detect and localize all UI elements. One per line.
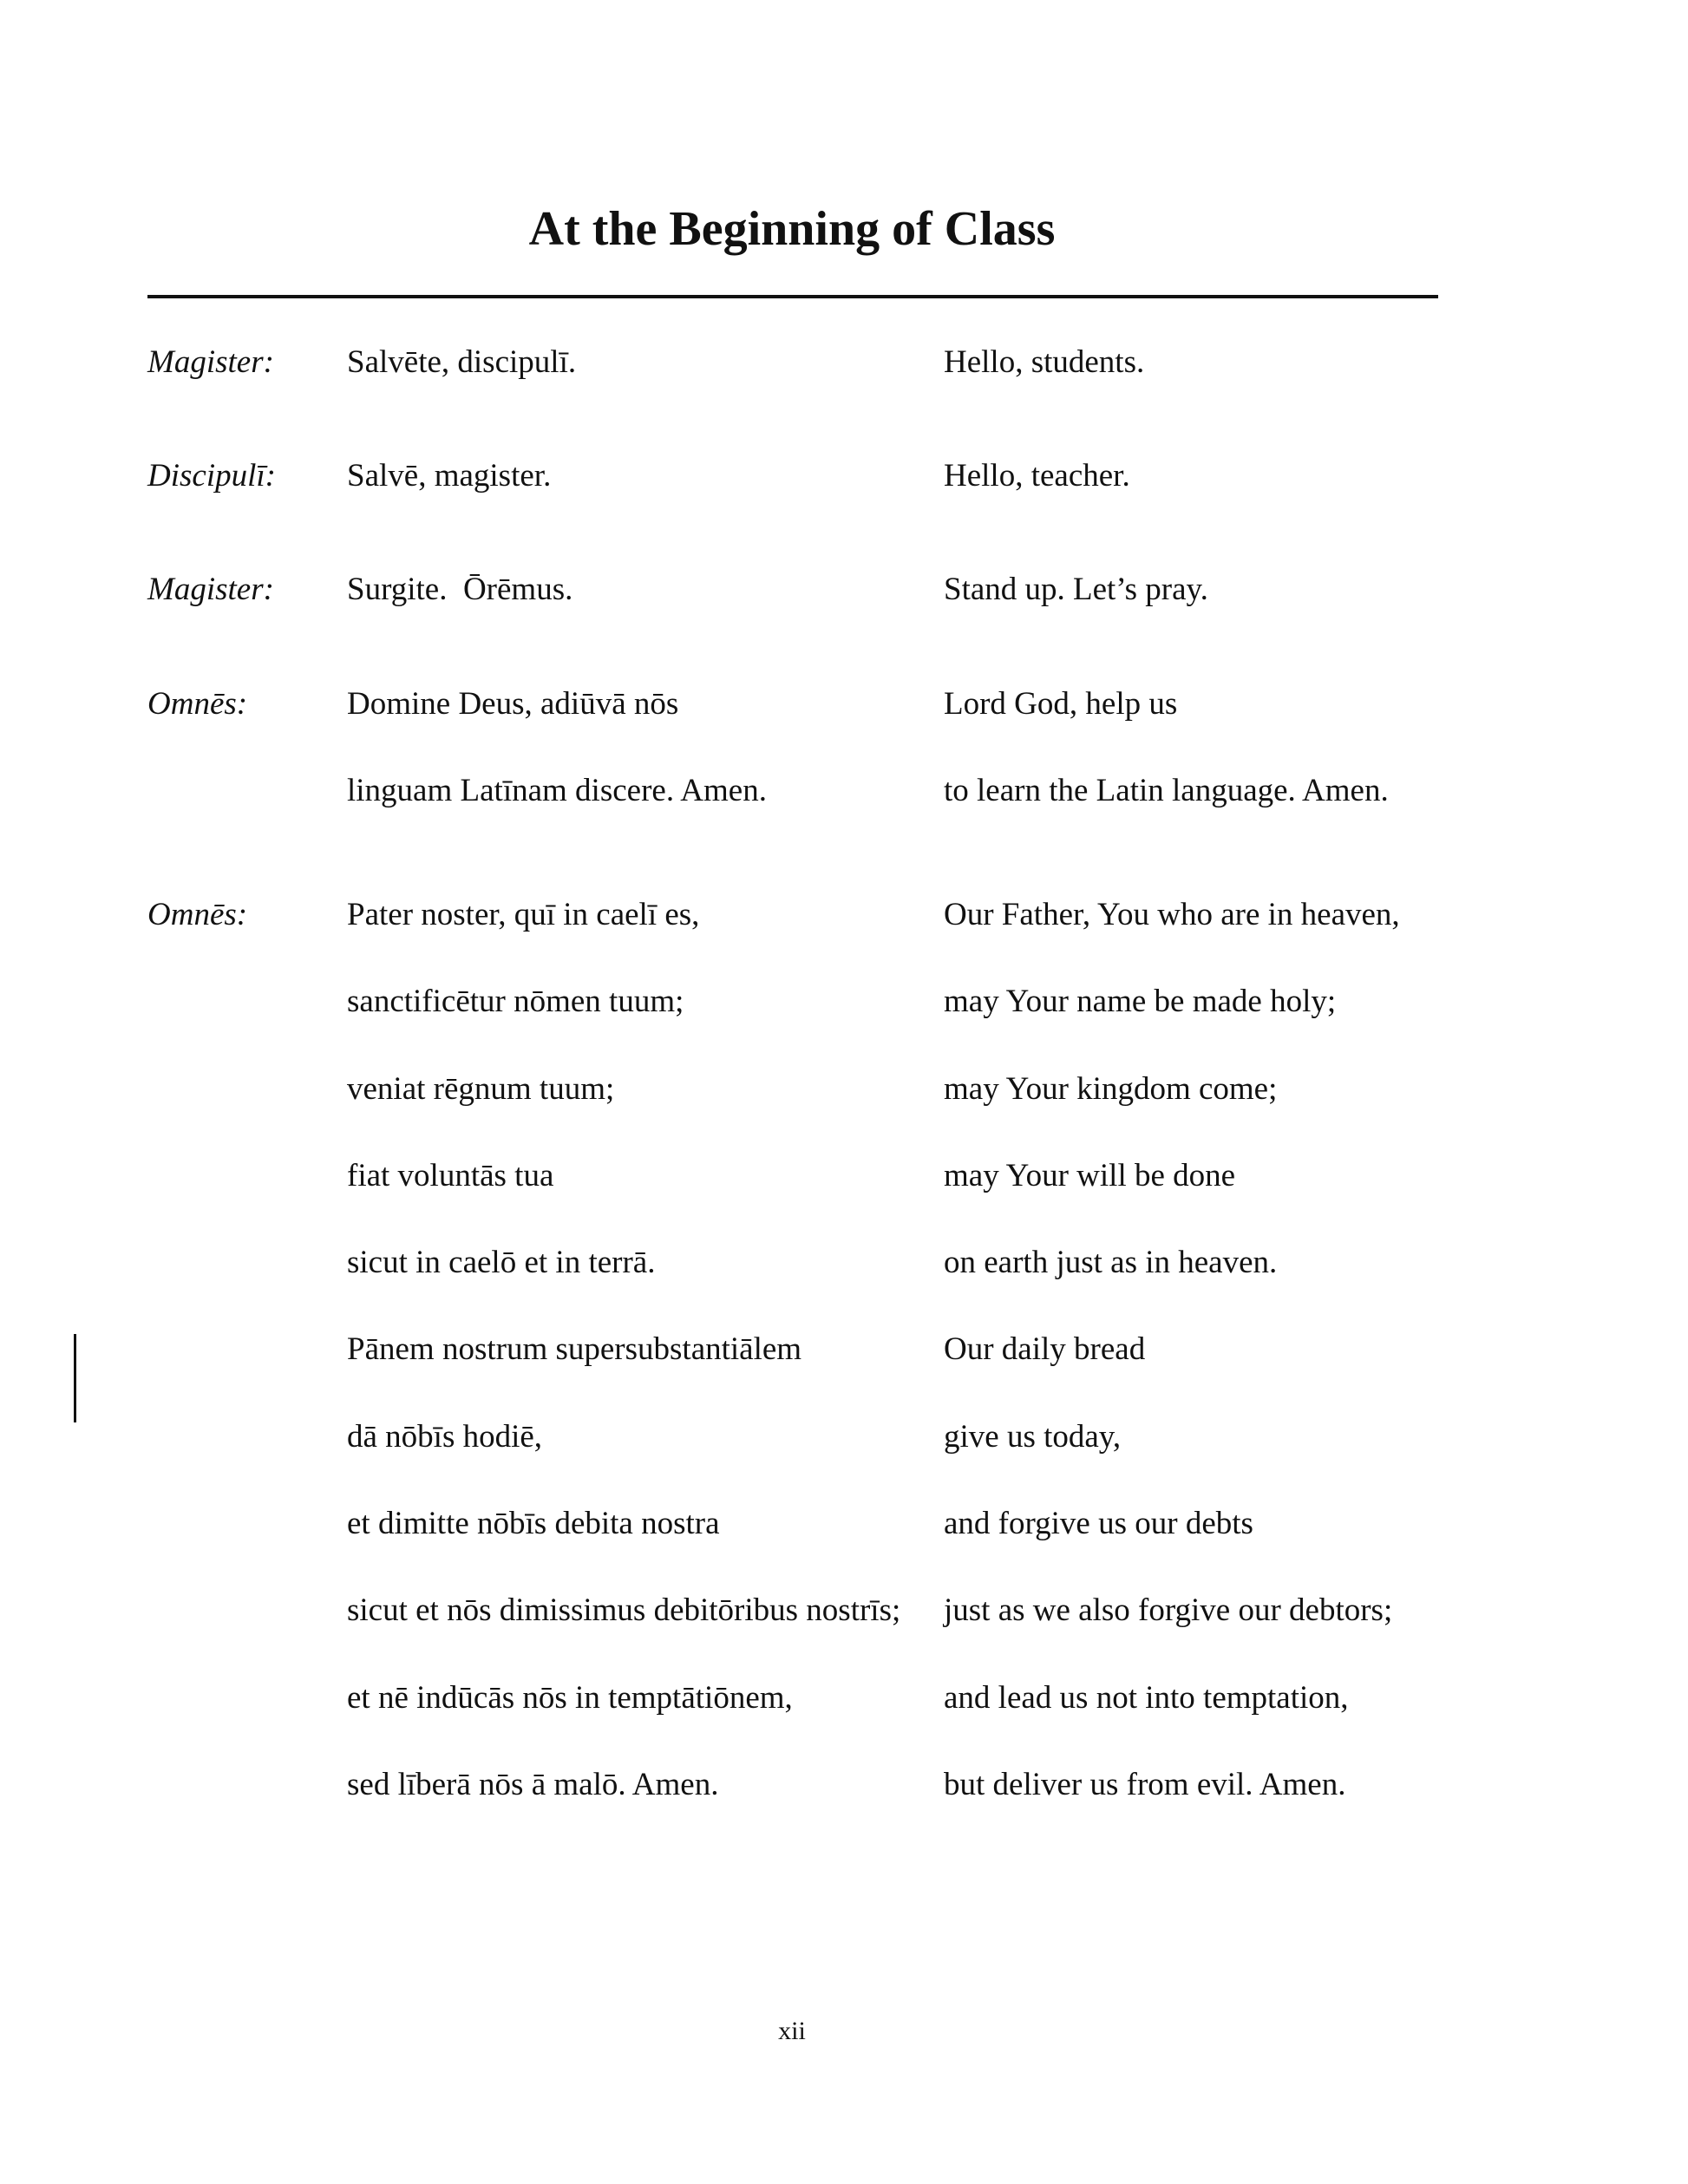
english-translation: give us today,: [944, 1419, 1122, 1455]
english-translation: Lord God, help us: [944, 686, 1178, 722]
latin-text: sed līberā nōs ā malō. Amen.: [347, 1767, 719, 1802]
latin-text: Domine Deus, adiūvā nōs: [347, 686, 679, 722]
latin-text: et nē indūcās nōs in temptātiōnem,: [347, 1680, 793, 1716]
english-translation: to learn the Latin language. Amen.: [944, 773, 1389, 808]
latin-text: Salvēte, discipulī.: [347, 344, 577, 380]
latin-text: linguam Latīnam discere. Amen.: [347, 773, 767, 808]
english-translation: Our Father, You who are in heaven,: [944, 897, 1400, 932]
english-translation: and forgive us our debts: [944, 1506, 1253, 1541]
english-translation: but deliver us from evil. Amen.: [944, 1767, 1346, 1802]
speaker-label: Omnēs:: [147, 686, 248, 722]
english-translation: Hello, students.: [944, 344, 1145, 380]
latin-text: et dimitte nōbīs debita nostra: [347, 1506, 720, 1541]
latin-text: Surgite. Ōrēmus.: [347, 572, 573, 607]
english-translation: just as we also forgive our debtors;: [944, 1592, 1393, 1628]
speaker-label: Omnēs:: [147, 897, 248, 932]
latin-text: sanctificētur nōmen tuum;: [347, 984, 684, 1019]
english-translation: Our daily bread: [944, 1331, 1146, 1367]
latin-text: sicut in caelō et in terrā.: [347, 1245, 656, 1280]
english-translation: Stand up. Let’s pray.: [944, 572, 1208, 607]
speaker-label: Discipulī:: [147, 458, 276, 494]
latin-text: Salvē, magister.: [347, 458, 552, 494]
english-translation: and lead us not into temptation,: [944, 1680, 1349, 1716]
english-translation: Hello, teacher.: [944, 458, 1130, 494]
title-divider: [147, 295, 1438, 298]
speaker-label: Magister:: [147, 572, 274, 607]
latin-text: dā nōbīs hodiē,: [347, 1419, 543, 1455]
latin-text: Pater noster, quī in caelī es,: [347, 897, 700, 932]
english-translation: may Your kingdom come;: [944, 1071, 1278, 1107]
english-translation: may Your will be done: [944, 1158, 1236, 1193]
latin-text: veniat rēgnum tuum;: [347, 1071, 615, 1107]
latin-text: sicut et nōs dimissimus debitōribus nostrīs;: [347, 1592, 901, 1628]
speaker-label: Magister:: [147, 344, 274, 380]
english-translation: may Your name be made holy;: [944, 984, 1337, 1019]
page-title: At the Beginning of Class: [528, 202, 1056, 256]
latin-text: fiat voluntās tua: [347, 1158, 554, 1193]
page-number: xii: [778, 2017, 806, 2045]
latin-text: Pānem nostrum supersubstantiālem: [347, 1331, 802, 1367]
english-translation: on earth just as in heaven.: [944, 1245, 1278, 1280]
revision-bar: [74, 1334, 76, 1422]
